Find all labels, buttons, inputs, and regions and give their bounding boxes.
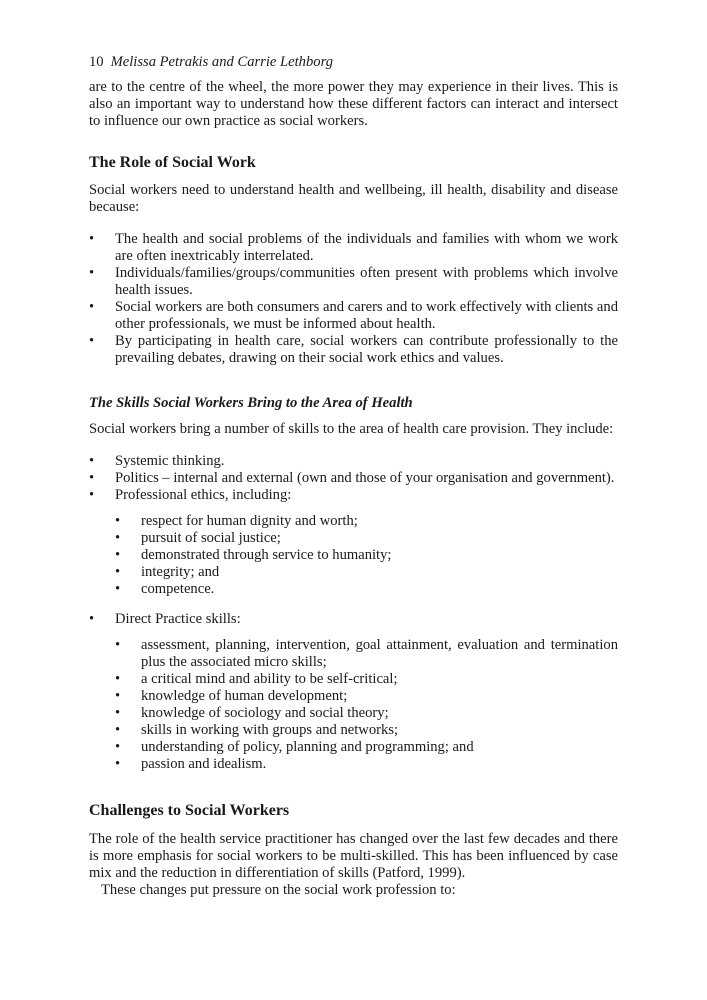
running-header-authors: Melissa Petrakis and Carrie Lethborg — [110, 54, 334, 70]
list-item: • Systemic thinking. — [89, 453, 225, 469]
bullet-icon: • — [89, 265, 95, 281]
list-item: • understanding of policy, planning and programming; and — [115, 739, 474, 755]
section-role-intro: Social workers need to understand health and wellbeing, ill health, disability and disease because: — [89, 182, 618, 215]
subsection-heading-skills: The Skills Social Workers Bring to the Area of Health — [89, 395, 413, 411]
list-item: • Professional ethics, including: • respect for human dignity and worth; • pursuit of social justice; • demonstrated through service to humanity; • integrity; and • competence. — [89, 487, 618, 598]
direct-practice-sublist — [115, 637, 618, 773]
bullet-icon: • — [89, 333, 95, 349]
challenges-paragraph: The role of the health service practitioner has changed over the last few decades and there is more emphasis for social workers to be multi-skilled. This has been influenced by case mix and the reduction in differentiation of skills (Patford, 1999). — [89, 831, 618, 881]
list-item: • skills in working with groups and networks; — [115, 722, 399, 738]
ethics-sublist — [115, 513, 618, 598]
list-item: • Social workers are both consumers and carers and to work effectively with clients and other professionals, we must be informed about health. — [89, 299, 618, 332]
page-body — [89, 79, 618, 899]
list-item: • Individuals/families/groups/communities often present with problems which involve health issues. — [89, 265, 618, 298]
bullet-icon: • — [115, 564, 121, 580]
bullet-icon: • — [89, 299, 95, 315]
list-item: • knowledge of sociology and social theory; — [115, 705, 389, 721]
list-item: • passion and idealism. — [115, 756, 267, 772]
bullet-icon: • — [89, 453, 95, 469]
bullet-icon: • — [115, 688, 121, 704]
bullet-icon: • — [89, 231, 95, 247]
list-item: • knowledge of human development; — [115, 688, 348, 704]
bullet-icon: • — [115, 671, 121, 687]
bullet-icon: • — [115, 530, 121, 546]
skills-bullet-list — [89, 453, 618, 773]
page-number: 10 — [89, 54, 104, 70]
list-item: • By participating in health care, social workers can contribute professionally to the prevailing debates, drawing on their social work ethics and values. — [89, 333, 618, 366]
bullet-icon: • — [89, 470, 95, 486]
list-item: • Politics – internal and external (own and those of your organisation and government). — [89, 470, 615, 486]
list-item: • competence. — [115, 581, 215, 597]
challenges-paragraph-continued: These changes put pressure on the social work profession to: — [101, 882, 456, 898]
list-item: • assessment, planning, intervention, goal attainment, evaluation and termination plus the associated micro skills; — [115, 637, 618, 670]
list-item: • The health and social problems of the individuals and families with whom we work are often inextricably interrelated. — [89, 231, 618, 264]
bullet-icon: • — [115, 547, 121, 563]
section-heading-role: The Role of Social Work — [89, 154, 256, 171]
bullet-icon: • — [115, 581, 121, 597]
bullet-icon: • — [115, 722, 121, 738]
intro-paragraph: are to the centre of the wheel, the more power they may experience in their lives. This is also an important way to understand how these different factors can interact and intersect to influence our own practice as social workers. — [89, 79, 618, 129]
bullet-icon: • — [115, 756, 121, 772]
list-item: • a critical mind and ability to be self-critical; — [115, 671, 398, 687]
list-item: • Direct Practice skills: • assessment, planning, intervention, goal attainment, evaluation and termination plus the associated micro skills; • a critical mind and ability to be self-critical; • knowledge of human development; • knowledge of sociology and social theory; • skills in working with groups and networks; • understanding of policy, planning and programming; and • passion and idealism. — [89, 611, 618, 772]
list-item: • respect for human dignity and worth; — [115, 513, 358, 529]
role-bullet-list — [89, 231, 618, 367]
bullet-icon: • — [115, 739, 121, 755]
bullet-icon: • — [89, 611, 95, 627]
bullet-icon: • — [115, 637, 121, 653]
running-header — [89, 54, 333, 71]
bullet-icon: • — [115, 705, 121, 721]
skills-intro: Social workers bring a number of skills to the area of health care provision. They include: — [89, 421, 614, 437]
bullet-icon: • — [115, 513, 121, 529]
list-item: • demonstrated through service to humanity; — [115, 547, 392, 563]
list-item: • integrity; and — [115, 564, 220, 580]
section-heading-challenges: Challenges to Social Workers — [89, 802, 290, 819]
list-item: • pursuit of social justice; — [115, 530, 281, 546]
bullet-icon: • — [89, 487, 95, 503]
